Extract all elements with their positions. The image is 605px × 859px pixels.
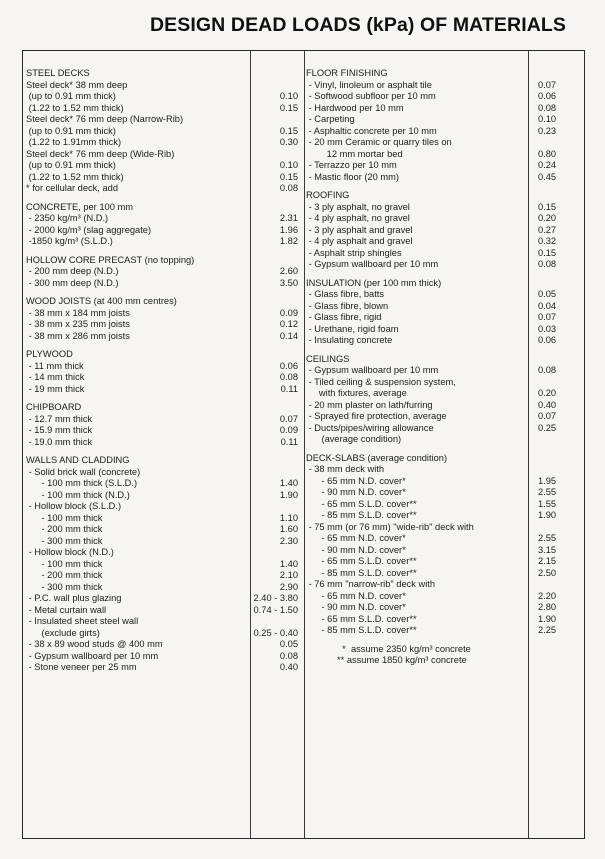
load-label: FLOOR FINISHING — [306, 68, 388, 78]
load-label: - 65 mm N.D. cover* — [306, 533, 406, 543]
load-row — [26, 160, 302, 172]
load-row — [306, 103, 583, 115]
load-value: 0.08 — [279, 650, 298, 661]
load-row — [26, 628, 302, 640]
load-label: - 85 mm S.L.D. cover** — [306, 567, 417, 578]
load-row — [26, 582, 302, 594]
load-row — [306, 68, 583, 80]
load-row — [26, 149, 302, 161]
load-row — [306, 464, 583, 476]
load-label: - 4 ply asphalt and gravel — [306, 236, 413, 246]
load-row — [306, 365, 583, 377]
load-label: - 200 mm thick — [26, 570, 103, 580]
load-value: 0.74 - 1.50 — [253, 604, 298, 615]
load-value: 2.15 — [538, 556, 557, 566]
load-row — [306, 126, 583, 138]
load-label: Steel deck* 38 mm deep — [26, 79, 128, 90]
load-label: - 100 mm thick — [26, 558, 103, 569]
load-row — [306, 137, 583, 149]
load-label: - 300 mm thick — [26, 581, 103, 592]
load-row — [306, 453, 583, 465]
load-value: 0.15 — [538, 201, 557, 212]
load-row — [26, 513, 302, 525]
load-label: - 14 mm thick — [26, 372, 85, 382]
load-label: HOLLOW CORE PRECAST (no topping) — [26, 254, 195, 265]
load-row — [26, 402, 302, 414]
load-value: 3.50 — [279, 277, 298, 288]
load-label: - 90 mm N.D. cover* — [306, 544, 406, 555]
load-row — [26, 236, 302, 248]
load-label: - Glass fibre, blown — [306, 300, 389, 311]
load-value: 2.55 — [538, 533, 557, 543]
load-label: - 100 mm thick — [26, 512, 103, 523]
load-row — [306, 434, 583, 446]
load-row — [306, 591, 583, 603]
load-label: PLYWOOD — [26, 349, 73, 359]
load-value: 2.20 — [538, 590, 557, 601]
load-value: 0.10 — [279, 160, 298, 170]
load-value: 1.40 — [279, 478, 298, 488]
load-label: - Hardwood per 10 mm — [306, 102, 404, 113]
section-gap — [26, 395, 302, 402]
load-row — [306, 644, 583, 656]
load-row — [306, 80, 583, 92]
load-value: 0.07 — [538, 312, 557, 322]
load-value: 1.95 — [538, 475, 557, 486]
load-row — [26, 372, 302, 384]
load-row — [26, 467, 302, 479]
load-label: ** assume 1850 kg/m³ concrete — [306, 655, 467, 665]
load-label: - 65 mm S.L.D. cover** — [306, 498, 417, 509]
load-label: - Glass fibre, rigid — [306, 312, 382, 322]
load-value: 1.60 — [279, 524, 298, 534]
load-row — [26, 349, 302, 361]
load-row — [306, 91, 583, 103]
load-value: 0.11 — [280, 436, 298, 447]
load-row — [306, 602, 583, 614]
load-value: 0.06 — [279, 360, 298, 371]
load-label: - 38 mm x 184 mm joists — [26, 307, 130, 318]
right-column — [306, 68, 583, 667]
load-label: with fixtures, average — [306, 388, 407, 398]
load-row — [26, 114, 302, 126]
load-value: 0.45 — [538, 171, 557, 182]
section-gap — [306, 271, 583, 278]
load-row — [306, 312, 583, 324]
load-row — [306, 614, 583, 626]
load-row — [26, 331, 302, 343]
load-value: 0.11 — [280, 383, 298, 394]
section-gap — [306, 347, 583, 354]
section-gap — [26, 342, 302, 349]
load-row — [26, 278, 302, 290]
load-label: - Gypsum wallboard per 10 mm — [306, 365, 439, 375]
load-value: 0.06 — [538, 91, 557, 101]
load-row — [306, 625, 583, 637]
load-row — [306, 522, 583, 534]
load-row — [306, 213, 583, 225]
load-row — [306, 556, 583, 568]
load-row — [26, 414, 302, 426]
load-label: - Stone veneer per 25 mm — [26, 662, 137, 672]
load-label: - Vinyl, linoleum or asphalt tile — [306, 79, 432, 90]
load-label: - 3 ply asphalt and gravel — [306, 224, 413, 235]
load-value: 2.80 — [538, 602, 557, 612]
load-label: (up to 0.91 mm thick) — [26, 125, 116, 136]
load-row — [306, 423, 583, 435]
load-label: - 65 mm N.D. cover* — [306, 590, 406, 601]
load-row — [306, 190, 583, 202]
load-label: - 90 mm N.D. cover* — [306, 602, 406, 612]
load-label: - 85 mm S.L.D. cover** — [306, 510, 417, 520]
load-label: - 19.0 mm thick — [26, 436, 93, 447]
load-label: - Gypsum wallboard per 10 mm — [26, 650, 159, 661]
load-label: - Softwood subfloor per 10 mm — [306, 91, 436, 101]
load-label: - Terrazzo per 10 mm — [306, 160, 397, 170]
load-row — [306, 248, 583, 260]
load-value: 0.08 — [538, 102, 557, 113]
load-label: - Insulating concrete — [306, 335, 393, 345]
load-label: - Asphalt strip shingles — [306, 247, 402, 258]
load-label: DECK-SLABS (average condition) — [306, 452, 448, 463]
load-row — [306, 568, 583, 580]
load-row — [26, 319, 302, 331]
load-row — [306, 259, 583, 271]
load-label: - 19 mm thick — [26, 383, 85, 394]
load-row — [26, 255, 302, 267]
load-value: 0.20 — [538, 213, 557, 223]
load-label: - 65 mm S.L.D. cover** — [306, 556, 417, 566]
load-label: - 11 mm thick — [26, 360, 84, 371]
load-label: - 65 mm N.D. cover* — [306, 475, 406, 486]
load-value: 0.05 — [279, 639, 298, 649]
load-label: - 20 mm Ceramic or quarry tiles on — [306, 137, 452, 147]
load-label: - Metal curtain wall — [26, 604, 107, 615]
load-value: 0.07 — [538, 79, 557, 90]
load-value: 1.90 — [538, 510, 557, 520]
section-gap — [306, 446, 583, 453]
load-row — [26, 225, 302, 237]
page-title: DESIGN DEAD LOADS (kPa) OF MATERIALS — [150, 14, 567, 36]
load-row — [26, 68, 302, 80]
load-value: 0.24 — [538, 160, 557, 170]
load-label: (1.22 to 1.52 mm thick) — [26, 102, 124, 113]
load-row — [306, 160, 583, 172]
load-label: - 2000 kg/m³ (slag aggregate) — [26, 224, 152, 235]
load-row — [306, 411, 583, 423]
load-label: - Glass fibre, batts — [306, 289, 385, 299]
load-label: (up to 0.91 mm thick) — [26, 91, 116, 101]
load-value: 0.06 — [538, 335, 557, 345]
load-label: - 2350 kg/m³ (N.D.) — [26, 213, 109, 223]
load-row — [306, 388, 583, 400]
load-value: 0.40 — [279, 662, 298, 672]
load-value: 0.15 — [279, 102, 298, 113]
load-label: - Carpeting — [306, 114, 355, 124]
load-label: * assume 2350 kg/m³ concrete — [306, 643, 471, 654]
load-label: (up to 0.91 mm thick) — [26, 160, 116, 170]
load-row — [26, 593, 302, 605]
load-row — [26, 202, 302, 214]
load-row — [306, 236, 583, 248]
load-value: 0.32 — [538, 236, 557, 246]
load-label: - Solid brick wall (concrete) — [26, 466, 141, 477]
section-gap — [306, 637, 583, 644]
load-row — [306, 289, 583, 301]
load-value: 1.90 — [538, 613, 557, 624]
load-value: 2.25 — [538, 625, 557, 635]
load-row — [26, 437, 302, 449]
load-value: 0.09 — [279, 307, 298, 318]
load-label: - 12.7 mm thick — [26, 413, 93, 424]
load-value: 2.10 — [279, 570, 298, 580]
load-value: 0.08 — [538, 365, 557, 375]
load-label: - 76 mm "narrow-rib" deck with — [306, 579, 436, 589]
load-row — [26, 308, 302, 320]
load-row — [306, 301, 583, 313]
load-row — [26, 536, 302, 548]
load-label: - 15.9 mm thick — [26, 425, 93, 435]
load-row — [306, 533, 583, 545]
load-row — [306, 579, 583, 591]
load-label: - Gypsum wallboard per 10 mm — [306, 259, 439, 269]
load-row — [26, 455, 302, 467]
load-row — [26, 639, 302, 651]
load-value: 0.15 — [279, 125, 298, 136]
load-row — [26, 172, 302, 184]
load-row — [26, 103, 302, 115]
load-value: 0.08 — [279, 183, 298, 193]
load-row — [306, 510, 583, 522]
load-value: 0.25 - 0.40 — [253, 627, 298, 638]
load-row — [306, 114, 583, 126]
load-value: 0.08 — [279, 372, 298, 382]
load-value: 0.27 — [538, 224, 557, 235]
load-label: - 85 mm S.L.D. cover** — [306, 625, 417, 635]
load-row — [26, 570, 302, 582]
load-label: - Tiled ceiling & suspension system, — [306, 376, 456, 387]
load-label: WOOD JOISTS (at 400 mm centres) — [26, 296, 177, 306]
load-row — [26, 183, 302, 195]
load-row — [306, 172, 583, 184]
load-value: 1.96 — [279, 224, 298, 235]
load-label: - 75 mm (or 76 mm) "wide-rib" deck with — [306, 521, 474, 532]
load-label: -1850 kg/m³ (S.L.D.) — [26, 236, 113, 246]
load-label: - 65 mm S.L.D. cover** — [306, 613, 417, 624]
load-row — [306, 377, 583, 389]
load-label: - Sprayed fire protection, average — [306, 411, 447, 421]
load-row — [26, 490, 302, 502]
load-label: INSULATION (per 100 mm thick) — [306, 277, 442, 288]
load-label: - 20 mm plaster on lath/furring — [306, 399, 433, 410]
load-value: 1.55 — [538, 498, 557, 509]
load-row — [26, 213, 302, 225]
load-value: 0.20 — [538, 388, 557, 398]
section-gap — [26, 195, 302, 202]
load-row — [26, 425, 302, 437]
load-label: ROOFING — [306, 190, 350, 200]
load-label: Steel deck* 76 mm deep (Narrow-Rib) — [26, 114, 184, 124]
load-value: 0.07 — [279, 413, 298, 424]
load-row — [26, 559, 302, 571]
load-label: Steel deck* 76 mm deep (Wide-Rib) — [26, 148, 175, 159]
load-label: - 300 mm deep (N.D.) — [26, 277, 119, 288]
load-label: (average condition) — [306, 434, 402, 444]
load-row — [306, 225, 583, 237]
load-row — [26, 478, 302, 490]
column-divider — [304, 51, 305, 838]
load-row — [306, 400, 583, 412]
load-row — [26, 501, 302, 513]
load-row — [26, 651, 302, 663]
load-value: 0.10 — [279, 91, 298, 101]
load-value: 1.82 — [279, 236, 298, 246]
load-label: - 300 mm thick — [26, 535, 103, 546]
load-row — [26, 296, 302, 308]
load-row — [26, 616, 302, 628]
load-label: - 100 mm thick (S.L.D.) — [26, 478, 138, 488]
load-row — [26, 662, 302, 674]
load-label: - Mastic floor (20 mm) — [306, 171, 399, 182]
load-row — [26, 266, 302, 278]
load-row — [26, 605, 302, 617]
load-row — [306, 476, 583, 488]
load-label: - 100 mm thick (N.D.) — [26, 489, 130, 500]
load-value: 0.04 — [538, 300, 557, 311]
load-label: - Asphaltic concrete per 10 mm — [306, 125, 437, 136]
load-label: - 38 mm x 286 mm joists — [26, 330, 130, 341]
load-label: - 90 mm N.D. cover* — [306, 487, 406, 497]
load-label: CEILINGS — [306, 353, 350, 364]
load-row — [26, 137, 302, 149]
load-value: 0.09 — [279, 425, 298, 435]
load-label: - 200 mm deep (N.D.) — [26, 266, 119, 276]
section-gap — [26, 448, 302, 455]
load-row — [306, 324, 583, 336]
load-label: - 38 x 89 wood studs @ 400 mm — [26, 639, 163, 649]
load-value: 0.15 — [279, 171, 298, 182]
load-value: 0.40 — [538, 399, 557, 410]
load-label: STEEL DECKS — [26, 68, 90, 78]
load-label: - 38 mm deck with — [306, 464, 385, 474]
load-row — [26, 361, 302, 373]
section-gap — [26, 248, 302, 255]
load-value: 0.08 — [538, 259, 557, 269]
load-value: 2.31 — [279, 213, 298, 223]
load-label: - Hollow block (N.D.) — [26, 547, 114, 557]
load-row — [26, 80, 302, 92]
load-label: (exclude girts) — [26, 627, 100, 638]
load-label: - Ducts/pipes/wiring allowance — [306, 422, 434, 433]
load-row — [306, 499, 583, 511]
load-value: 1.40 — [279, 558, 298, 569]
load-row — [306, 655, 583, 667]
load-row — [306, 278, 583, 290]
load-row — [306, 149, 583, 161]
load-value: 0.05 — [538, 289, 557, 299]
load-label: - 200 mm thick — [26, 524, 103, 534]
load-value: 2.55 — [538, 487, 557, 497]
load-label: - 38 mm x 235 mm joists — [26, 319, 130, 329]
load-value: 0.10 — [538, 114, 557, 124]
load-value: 0.03 — [538, 323, 557, 334]
load-value: 2.40 - 3.80 — [253, 593, 298, 603]
load-label: - Urethane, rigid foam — [306, 323, 399, 334]
load-row — [306, 335, 583, 347]
load-row — [26, 384, 302, 396]
load-label: (1.22 to 1.52 mm thick) — [26, 171, 124, 182]
load-row — [26, 524, 302, 536]
load-value: 0.30 — [279, 137, 298, 147]
load-label: CHIPBOARD — [26, 402, 82, 412]
load-label: 12 mm mortar bed — [306, 148, 403, 159]
load-row — [306, 545, 583, 557]
load-row — [26, 547, 302, 559]
load-value: 1.90 — [279, 489, 298, 500]
load-value: 0.15 — [538, 247, 557, 258]
load-value: 0.07 — [538, 411, 557, 421]
load-value: 0.14 — [279, 330, 298, 341]
load-label: (1.22 to 1.91mm thick) — [26, 137, 122, 147]
load-label: - Hollow block (S.L.D.) — [26, 501, 122, 511]
load-value: 2.60 — [279, 266, 298, 276]
load-row — [306, 354, 583, 366]
section-gap — [26, 289, 302, 296]
load-label: WALLS AND CLADDING — [26, 455, 130, 465]
section-gap — [306, 183, 583, 190]
load-value: 0.23 — [538, 125, 557, 136]
load-label: * for cellular deck, add — [26, 183, 118, 193]
load-value: 2.90 — [279, 581, 298, 592]
load-value: 0.25 — [538, 422, 557, 433]
load-value: 2.50 — [538, 567, 557, 578]
load-label: - 3 ply asphalt, no gravel — [306, 201, 410, 212]
load-value: 0.12 — [279, 319, 298, 329]
load-label: - P.C. wall plus glazing — [26, 593, 122, 603]
load-row — [26, 126, 302, 138]
load-row — [306, 487, 583, 499]
load-value: 0.80 — [538, 148, 557, 159]
load-value: 3.15 — [538, 544, 557, 555]
load-label: - 4 ply asphalt, no gravel — [306, 213, 410, 223]
load-label: CONCRETE, per 100 mm — [26, 201, 133, 212]
left-column — [26, 68, 302, 674]
load-value: 2.30 — [279, 535, 298, 546]
load-row — [306, 202, 583, 214]
load-value: 1.10 — [279, 512, 298, 523]
dead-loads-table — [22, 50, 585, 839]
load-label: - Insulated sheet steel wall — [26, 616, 139, 626]
load-row — [26, 91, 302, 103]
